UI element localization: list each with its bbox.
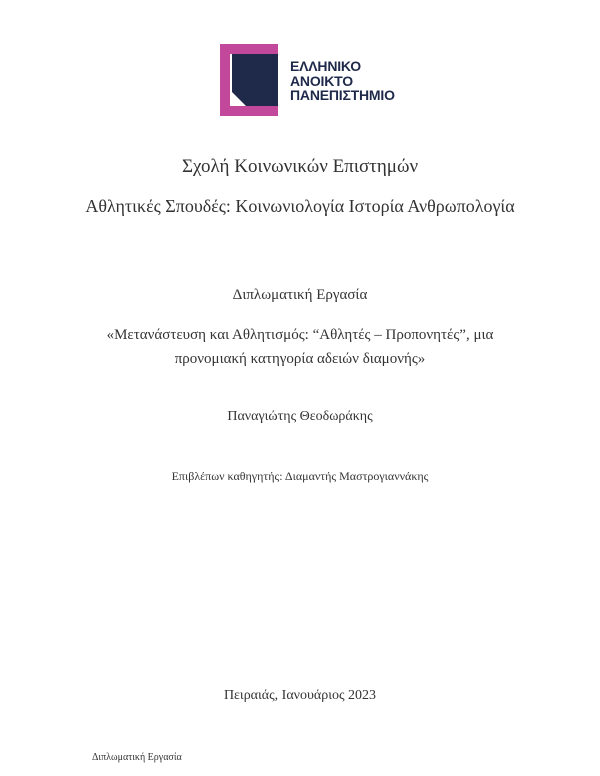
logo-line-2: ΑΝΟΙΚΤΟ xyxy=(290,72,353,89)
thesis-title-line-1: «Μετανάστευση και Αθλητισμός: “Αθλητές – Προπονητές”, μια xyxy=(106,327,494,343)
logo-mark-icon xyxy=(220,44,290,116)
thesis-type: Διπλωματική Εργασία xyxy=(232,287,368,303)
logo-line-1: ΕΛΛΗΝΙΚΟ xyxy=(290,58,361,74)
thesis-title-line-2: προνομιακή κατηγορία αδειών διαμονής» xyxy=(174,351,426,367)
thesis-title xyxy=(0,323,600,371)
logo-line-3: ΠΑΝΕΠΙΣΤΗΜΙΟ xyxy=(290,87,395,103)
supervisor: Επιβλέπων καθηγητής: Διαμαντής Μαστρογιαννάκης xyxy=(171,469,429,483)
school-name: Σχολή Κοινωνικών Επιστημών xyxy=(181,156,419,177)
university-logo xyxy=(220,44,400,116)
place-date: Πειραιάς, Ιανουάριος 2023 xyxy=(223,688,377,703)
author-name: Παναγιώτης Θεοδωράκης xyxy=(227,409,373,424)
program-name: Αθλητικές Σπουδές: Κοινωνιολογία Ιστορία Ανθρωπολογία xyxy=(85,196,515,216)
page-footer: Διπλωματική Εργασία xyxy=(92,752,182,763)
logo-text xyxy=(290,59,395,103)
